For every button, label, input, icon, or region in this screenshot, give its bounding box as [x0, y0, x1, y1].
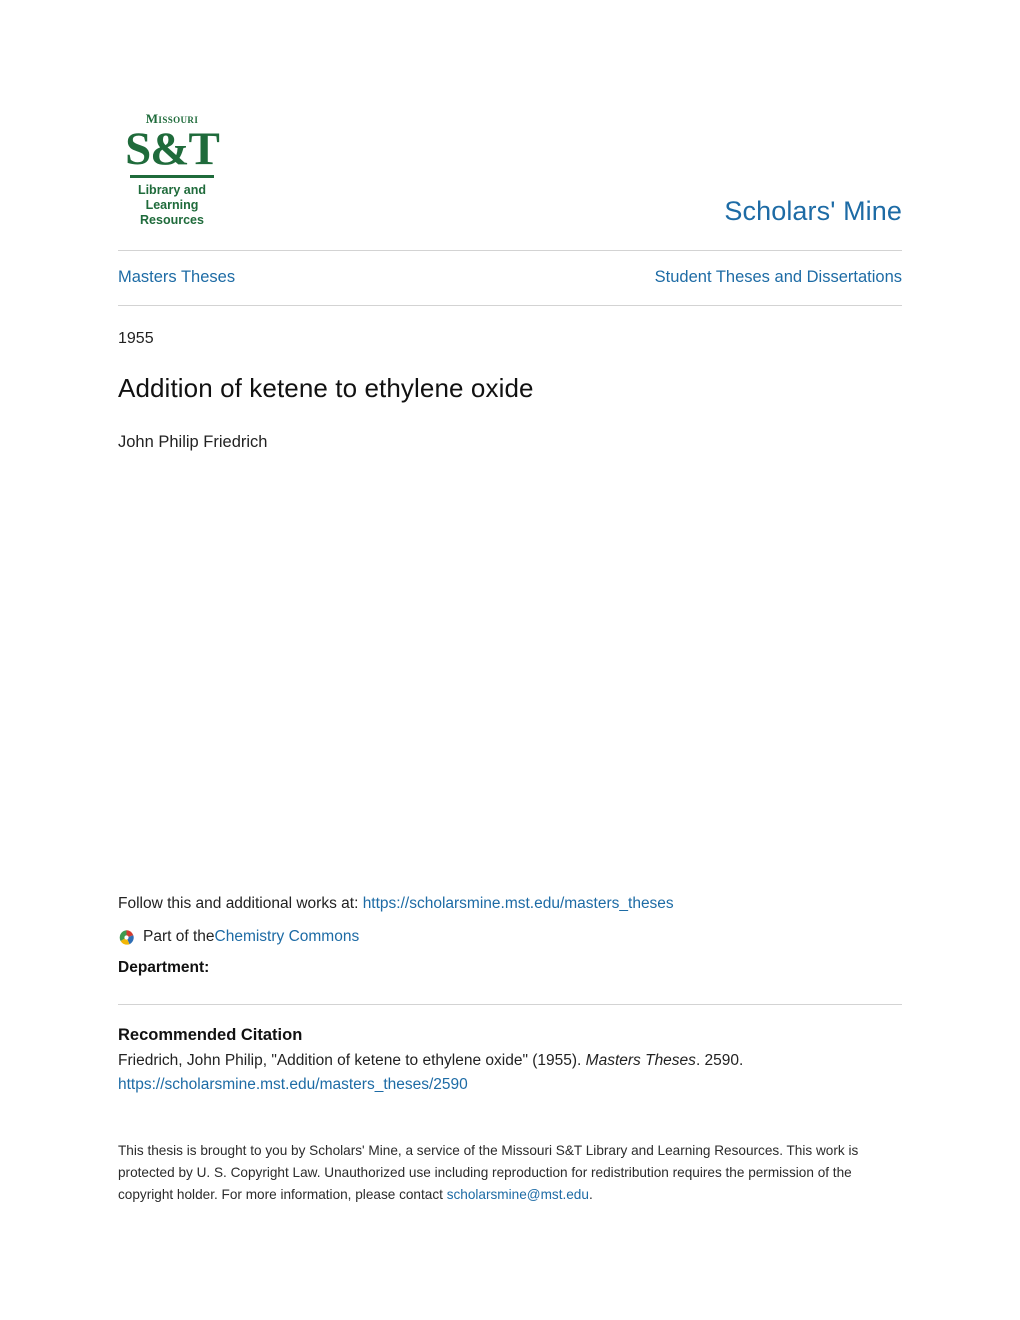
citation-text — [118, 1049, 902, 1073]
logo-st-text: S&T — [125, 123, 219, 175]
site-brand-title: Scholars' Mine — [724, 196, 902, 226]
logo-sub-line1: Library and — [137, 183, 207, 198]
author-name: John Philip Friedrich — [118, 433, 268, 451]
part-of-row — [118, 925, 902, 949]
footer-text-part1: This thesis is brought to you by Scholars' Mine, a service of the Missouri S&T Library and Learning Resources. This work is protected by U. S. Copyright Law. Unauthorized use including reproduction for redistribution requires the permission of the copyright holder. For more information, please contact — [118, 1143, 859, 1203]
recommended-citation-heading: Recommended Citation — [118, 1026, 303, 1045]
logo-divider — [130, 175, 214, 178]
recommended-citation-block — [118, 1026, 902, 1094]
follow-works-block — [118, 892, 902, 980]
copyright-footer — [118, 1140, 888, 1206]
discipline-wheel-icon — [118, 929, 135, 946]
missouri-st-logo — [118, 110, 226, 232]
citation-text-after: . 2590. — [695, 1052, 744, 1070]
page-content — [118, 0, 902, 1206]
breadcrumb — [118, 251, 902, 305]
footer-text-part2: . — [588, 1187, 593, 1203]
citation-permalink[interactable]: https://scholarsmine.mst.edu/masters_theses/2590 — [118, 1076, 468, 1094]
contact-email-link[interactable]: scholarsmine@mst.edu — [446, 1187, 589, 1203]
logo-sub-line2: Learning Resources — [140, 197, 204, 227]
page-title: Addition of ketene to ethylene oxide — [118, 373, 534, 403]
follow-works-link[interactable]: https://scholarsmine.mst.edu/masters_theses — [362, 895, 674, 912]
commons-discipline-link[interactable]: Chemistry Commons — [214, 928, 360, 946]
citation-source-title: Masters Theses — [585, 1052, 696, 1070]
citation-divider — [118, 1004, 902, 1005]
page-header — [118, 110, 902, 250]
logo-missouri-text: Missouri — [145, 111, 199, 126]
follow-works-prefix: Follow this and additional works at: — [118, 895, 363, 912]
publication-year: 1955 — [118, 330, 154, 347]
breadcrumb-parent-link[interactable]: Student Theses and Dissertations — [654, 268, 902, 286]
citation-text-before: Friedrich, John Philip, "Addition of ketene to ethylene oxide" (1955). — [118, 1052, 586, 1070]
department-label: Department: — [118, 959, 210, 977]
breadcrumb-divider — [118, 305, 902, 306]
breadcrumb-collection-link[interactable]: Masters Theses — [118, 268, 236, 286]
part-of-prefix: Part of the — [143, 928, 215, 946]
